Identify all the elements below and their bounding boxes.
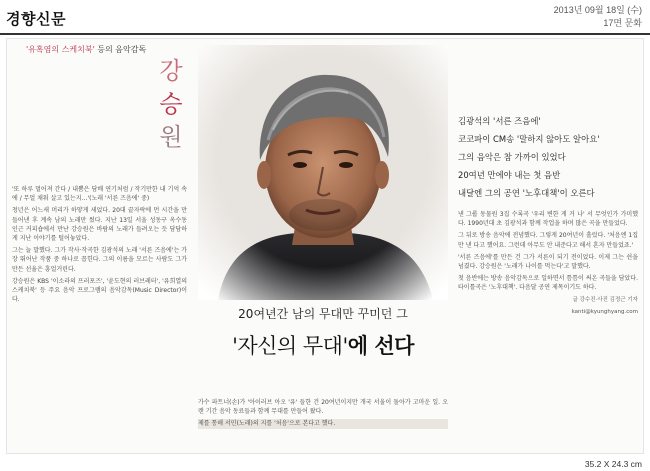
pull-quote-line: 그의 음악은 참 가까이 있었다 bbox=[458, 152, 566, 162]
issue-date: 2013년 09월 18일 (수) bbox=[553, 5, 642, 15]
masthead-rule bbox=[0, 33, 650, 35]
middle-body-column bbox=[198, 398, 448, 456]
body-paragraph: 강승원은 KBS '이소라의 프러포즈', '윤도현의 러브레터', '유희열의 스케치북' 등 주요 음악 프로그램의 음악감독(Music Director)이다. bbox=[12, 277, 187, 304]
page-section: 17면 문화 bbox=[603, 18, 642, 28]
body-paragraph: 그 뒤로 방송 음악에 전념했다. 그렇게 20여년이 흘렀다. '처음엔 1집만 낸 다고 했어요. 그런데 아무도 안 내준다고 해서 혼자 만들었죠.' bbox=[458, 232, 638, 249]
kicker-text: 등의 음악감독 bbox=[94, 45, 147, 54]
article-kicker bbox=[26, 44, 146, 55]
subject-name-vertical bbox=[157, 55, 185, 154]
kicker-quote: '유혹염의 스케치북' bbox=[26, 45, 95, 54]
pull-quote bbox=[458, 112, 638, 202]
pull-quote-line: 코코파이 CM송 '말하지 않아도 알아요' bbox=[458, 134, 600, 144]
byline: 글 강수진·사진 김정근 기자 bbox=[572, 296, 638, 303]
name-char-1: 강 bbox=[159, 57, 183, 85]
headline-rest: 에 선다 bbox=[347, 333, 414, 358]
pull-quote-line: 김광석의 '서른 즈음에' bbox=[458, 116, 541, 126]
subheadline: 20여년간 남의 무대만 꾸미던 그 bbox=[238, 307, 408, 321]
headline-quote: '자신의 무대' bbox=[232, 334, 348, 358]
issue-info bbox=[554, 4, 642, 30]
pull-quote-line: 20여년 만에야 내는 첫 음반 bbox=[458, 170, 561, 180]
newspaper-title: 경향신문 bbox=[6, 10, 66, 28]
portrait-photo bbox=[198, 45, 448, 300]
masthead bbox=[0, 0, 650, 40]
body-paragraph: '서른 즈음에'를 만든 건 그가 서른이 되기 전이었다. 이제 그는 쉰을 넘겼다. 강승원은 '노래가 나이를 먹는다'고 말했다. bbox=[458, 253, 638, 271]
portrait-illustration bbox=[198, 45, 448, 300]
byline-email: kanti@kyunghyang.com bbox=[571, 308, 638, 315]
body-paragraph: 그는 늘 말했다. 그가 작사·작곡한 김광석의 노래 '서른 즈음에'는 가장 뛰어난 작품 중 하나로 꼽힌다. 그의 이름을 모르는 사람도 그가 만든 선율은 흥얼거린다. bbox=[12, 247, 187, 273]
body-paragraph: 청년은 어느새 머리가 하얗게 세었다. 20대 끝자락에 먼 시간을 만들어낸 후 계속 남의 노래만 썼다. 지난 13일 서울 성동구 옥수동 인근 커피숍에서 만난 강승원은 바람의 노래가 들려오는 듯 담담하게 지난 이야기를 털어놓았다. bbox=[12, 207, 187, 243]
clipping-size: 35.2 X 24.3 cm bbox=[584, 459, 642, 469]
body-paragraph: 가수 파트너(손)가 '아이러브 아오 '유' 들한 건 20여년이지만 개국 서울이 돌아가 고마운 일. 오랜 기간 음악 동료들과 함께 무대를 만들어 왔다. bbox=[198, 399, 448, 416]
body-paragraph: 제를 통해 서민(노래)의 지를 '처음'으로 본다고 했다. bbox=[198, 419, 448, 428]
right-body-column bbox=[458, 210, 638, 456]
pull-quote-line: 내달엔 그의 공연 '노후대책'이 오른다 bbox=[458, 188, 595, 198]
main-headline bbox=[198, 330, 448, 360]
body-paragraph: 낸 그룹 동물원 3집 수록곡 '우리 변한 게 거 나' 서 무엇인가 가미했다. 1990년대 초 김광석과 함께 작업을 하며 많은 곡을 만들었다. bbox=[458, 211, 638, 228]
body-paragraph: '또 하루 멀어져 간다 / 내뿜은 담배 연기처럼 / 작기만한 내 기억 속에 / 무얼 채워 살고 있는지…'(노래 '서른 즈음에' 중) bbox=[12, 186, 187, 203]
name-char-2: 승 bbox=[159, 90, 183, 118]
name-char-3: 원 bbox=[159, 123, 183, 151]
left-body-column bbox=[12, 185, 187, 455]
headline-block bbox=[198, 305, 448, 360]
body-paragraph: 첫 음반에는 방송 음악감독으로 일하면서 틈틈이 써온 곡들을 담았다. 타이틀곡은 '노후대책'. 다음달 공연 제목이기도 하다. bbox=[458, 275, 638, 292]
